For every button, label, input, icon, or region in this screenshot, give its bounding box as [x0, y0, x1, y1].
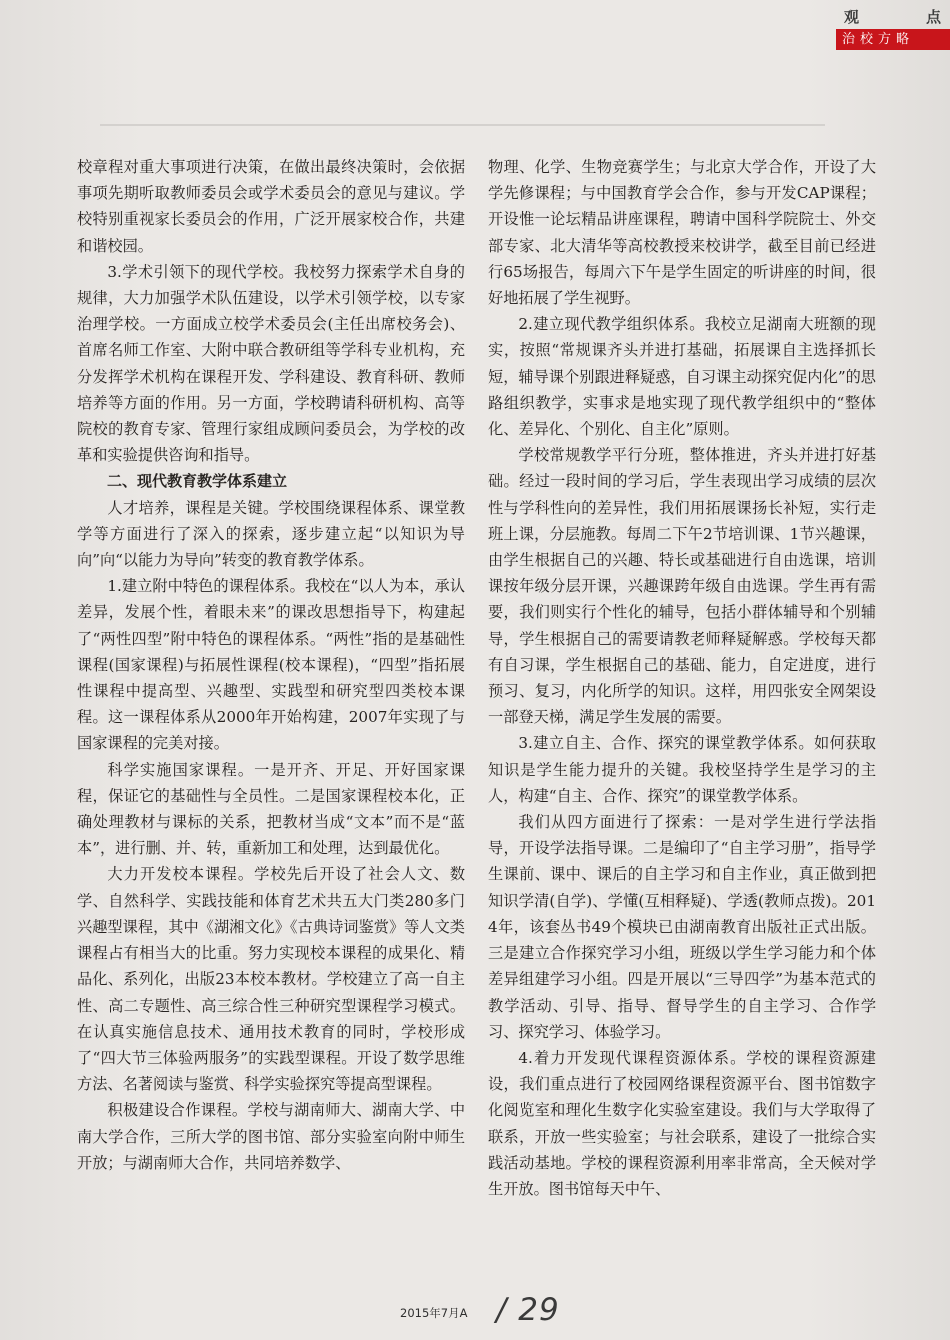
- paragraph: 校章程对重大事项进行决策，在做出最终决策时，会依据事项先期听取教师委员会或学术委员会的意见与建议。学校特别重视家长委员会的作用，广泛开展家校合作，共建和谐校园。: [77, 158, 465, 255]
- page-footer: [400, 1292, 600, 1332]
- paragraph: 大力开发校本课程。学校先后开设了社会人文、数学、自然科学、实践技能和体育艺术共五大门类280多门兴趣型课程，其中《湖湘文化》《古典诗词鉴赏》等人文类课程占有相当大的比重。努力实现校本课程的成果化、精品化、系列化，出版23本校本教材。学校建立了高一自主性、高二专题性、高三综合性三种研究型课程学习模式。在认真实施信息技术、通用技术教育的同时，学校形成了“四大节三体验两服务”的实践型课程。开设了数学思维方法、名著阅读与鉴赏、科学实验探究等提高型课程。: [77, 865, 465, 1094]
- paragraph: 学校常规教学平行分班，整体推进，齐头并进打好基础。经过一段时间的学习后，学生表现出学习成绩的层次性与学科性向的差异性，我们用拓展课扬长补短，实行走班上课，分层施教。每周二下午2节培训课、1节兴趣课，由学生根据自己的兴趣、特长或基础进行自由选课，培训课按年级分层开课，兴趣课跨年级自由选课。学生再有需要，我们则实行个性化的辅导，包括小群体辅导和个别辅导，学生根据自己的需要请教老师释疑解惑。学校每天都有自习课，学生根据自己的基础、能力，自定进度，进行预习、复习，内化所学的知识。这样，用四张安全网架设一部登天梯，满足学生发展的需要。: [488, 446, 876, 727]
- section-header: [840, 6, 950, 28]
- page-number: / 29: [496, 1292, 560, 1328]
- section-char-1: 观: [844, 8, 860, 26]
- paragraph: 物理、化学、生物竞赛学生；与北京大学合作，开设了大学先修课程；与中国教育学会合作，参与开发CAP课程；开设惟一论坛精品讲座课程，聘请中国科学院院士、外交部专家、北大清华等高校教授来校讲学，截至目前已经进行65场报告，每周六下午是学生固定的听讲座的时间，很好地拓展了学生视野。: [488, 158, 876, 308]
- paragraph: 积极建设合作课程。学校与湖南师大、湖南大学、中南大学合作，三所大学的图书馆、部分实验室向附中师生开放；与湖南师大合作，共同培养数学、: [77, 1101, 465, 1172]
- paragraph: 1.建立附中特色的课程体系。我校在“以人为本，承认差异，发展个性，着眼未来”的课改思想指导下，构建起了“两性四型”附中特色的课程体系。“两性”指的是基础性课程(国家课程)与拓展性课程(校本课程)，“四型”指拓展性课程中提高型、兴趣型、实践型和研究型四类校本课程。这一课程体系从2000年开始构建，2007年实现了与国家课程的完美对接。: [77, 577, 465, 753]
- paragraph: 4.着力开发现代课程资源体系。学校的课程资源建设，我们重点进行了校园网络课程资源平台、图书馆数字化阅览室和理化生数字化实验室建设。我们与大学取得了联系，开放一些实验室；与社会联系，建设了一批综合实践活动基地。学校的课程资源利用率非常高，全天候对学生开放。图书馆每天中午、: [488, 1048, 876, 1198]
- section-char-2: 点: [926, 8, 942, 26]
- issue-date: 2015年7月A: [400, 1306, 468, 1320]
- header-divider: [100, 124, 825, 126]
- right-column: [488, 154, 876, 1202]
- section-heading: 二、现代教育教学体系建立: [107, 472, 288, 491]
- paragraph: 我们从四方面进行了探索：一是对学生进行学法指导，开设学法指导课。二是编印了“自主学习册”，指导学生课前、课中、课后的自主学习和自主作业，真正做到把知识学清(自学)、学懂(互相释疑)、学透(教师点拨)。2014年，该套丛书49个模块已由湖南教育出版社正式出版。三是建立合作探究学习小组，班级以学生学习能力和个体差异组建学习小组。四是开展以“三导四学”为基本范式的教学活动、引导、指导、督导学生的自主学习、合作学习、探究学习、体验学习。: [488, 813, 876, 1041]
- paragraph: 3.建立自主、合作、探究的课堂教学体系。如何获取知识是学生能力提升的关键。我校坚持学生是学习的主人，构建“自主、合作、探究”的课堂教学体系。: [488, 734, 876, 805]
- paragraph: 3.学术引领下的现代学校。我校努力探索学术自身的规律，大力加强学术队伍建设，以学术引领学校，以专家治理学校。一方面成立校学术委员会(主任出席校务会)、首席名师工作室、大附中联合教研组等学科专业机构，充分发挥学术机构在课程开发、学科建设、教育科研、教师培养等方面的作用。另一方面，学校聘请科研机构、高等院校的教育专家、管理行家组成顾问委员会，为学校的改革和实验提供咨询和指导。: [77, 262, 465, 465]
- paragraph: 人才培养，课程是关键。学校围绕课程体系、课堂教学等方面进行了深入的探索，逐步建立起“以知识为导向”向“以能力为导向”转变的教育教学体系。: [77, 498, 465, 570]
- paragraph: 2.建立现代教学组织体系。我校立足湖南大班额的现实，按照“常规课齐头并进打基础，拓展课自主选择抓长短，辅导课个别跟进释疑惑，自习课主动探究促内化”的思路组织教学，实事求是地实现了现代教学组织中的“整体化、差异化、个别化、自主化”原则。: [488, 315, 876, 439]
- column-title-bar: 治校方略: [836, 29, 950, 50]
- paragraph: 科学实施国家课程。一是开齐、开足、开好国家课程，保证它的基础性与全员性。二是国家课程校本化，正确处理教材与课标的关系，把教材当成“文本”而不是“蓝本”，进行删、并、转，重新加工和处理，达到最优化。: [77, 760, 465, 858]
- left-column: [77, 154, 465, 1176]
